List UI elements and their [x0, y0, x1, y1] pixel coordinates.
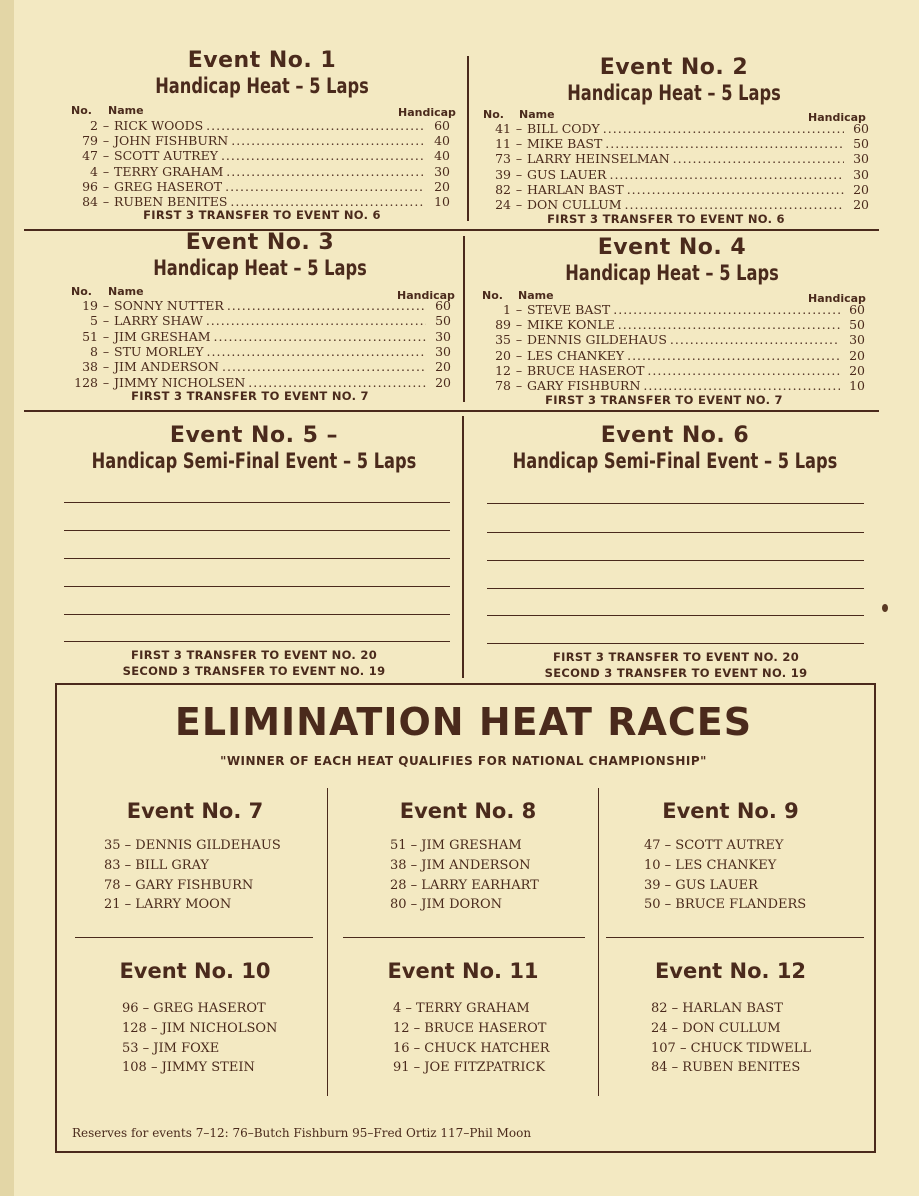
event-subtitle: Handicap Heat – 5 Laps: [155, 74, 369, 98]
entry-name: MIKE KONLE: [527, 317, 615, 333]
entry-number: 38: [82, 359, 98, 375]
entry-handicap: 20: [435, 359, 451, 375]
elim-entry: 24 – DON CULLUM: [651, 1020, 781, 1036]
blank-entry-line[interactable]: [487, 560, 864, 561]
elim-entry: 128 – JIM NICHOLSON: [122, 1020, 278, 1036]
entry-dash: –: [102, 374, 110, 390]
entry-handicap: 10: [434, 194, 450, 209]
entry-row: [68, 298, 451, 313]
entry-dash: –: [515, 181, 523, 197]
entry-name: STU MORLEY: [114, 343, 204, 359]
entry-name: LES CHANKEY: [527, 347, 625, 363]
entry-dash: –: [515, 347, 523, 363]
entry-number: 8: [90, 343, 98, 359]
entry-row: [68, 164, 450, 179]
elim-entry: 50 – BRUCE FLANDERS: [644, 897, 807, 913]
elim-entry: 53 – JIM FOXE: [122, 1040, 220, 1056]
leader-dots: [609, 167, 844, 182]
event-subtitle: Handicap Heat – 5 Laps: [153, 256, 367, 280]
event-3-transfer: FIRST 3 TRANSFER TO EVENT NO. 7: [131, 389, 369, 403]
leader-dots: [207, 344, 426, 359]
event-3-heading: [60, 230, 460, 280]
entry-number: 2: [90, 118, 98, 133]
leader-dots: [231, 133, 425, 148]
entry-number: 20: [495, 347, 511, 363]
event-5-transfer-first: FIRST 3 TRANSFER TO EVENT NO. 20: [130, 648, 378, 662]
elim-entry: 107 – CHUCK TIDWELL: [651, 1040, 811, 1056]
event-4-heading: [472, 235, 872, 285]
event-title: Event No. 1: [187, 48, 337, 73]
column-name: Name: [108, 285, 144, 298]
entry-dash: –: [515, 197, 523, 212]
entry-row: [68, 313, 451, 328]
elim-entry: 96 – GREG HASEROT: [122, 1001, 266, 1016]
event-title: Event No. 2: [599, 55, 749, 80]
leader-dots: [643, 378, 840, 393]
entry-name: HARLAN BAST: [527, 181, 624, 197]
entry-handicap: 30: [853, 166, 869, 182]
entry-handicap: 20: [434, 178, 450, 194]
entry-dash: –: [515, 121, 523, 136]
entry-name: RICK WOODS: [114, 118, 204, 133]
elim-entry: 35 – DENNIS GILDEHAUS: [104, 838, 281, 853]
entry-name: GARY FISHBURN: [527, 378, 641, 393]
leader-dots: [605, 136, 844, 151]
entry-name: RUBEN BENITES: [114, 194, 228, 209]
entry-dash: –: [515, 166, 523, 182]
entry-number: 128: [74, 374, 98, 390]
leader-dots: [673, 151, 844, 166]
entry-handicap: 60: [849, 302, 865, 317]
entry-dash: –: [102, 178, 110, 194]
entry-name: DENNIS GILDEHAUS: [527, 332, 667, 348]
entry-handicap: 30: [435, 328, 451, 344]
elim-divider-horizontal-a: [75, 937, 313, 938]
entry-number: 47: [82, 148, 98, 164]
column-name: Name: [519, 108, 555, 121]
event-title: Event No. 5 –: [169, 423, 339, 448]
entry-dash: –: [102, 313, 110, 329]
leader-dots: [227, 298, 426, 313]
entry-number: 78: [495, 378, 511, 393]
entry-handicap: 20: [853, 197, 869, 212]
entry-handicap: 20: [849, 347, 865, 363]
entry-name: SCOTT AUTREY: [114, 148, 218, 164]
leader-dots: [206, 313, 426, 328]
page-spine-shadow: [0, 0, 14, 1196]
leader-dots: [225, 179, 425, 194]
entry-handicap: 50: [853, 136, 869, 152]
entry-dash: –: [515, 317, 523, 333]
entry-number: 89: [495, 317, 511, 333]
leader-dots: [613, 302, 840, 317]
entry-name: MIKE BAST: [527, 136, 603, 152]
blank-entry-line[interactable]: [64, 641, 450, 642]
elim-divider-vertical-2: [598, 788, 599, 1096]
entry-handicap: 50: [849, 317, 865, 333]
event-1-transfer: FIRST 3 TRANSFER TO EVENT NO. 6: [143, 208, 381, 222]
entry-dash: –: [515, 151, 523, 167]
entry-row: [68, 118, 450, 133]
elim-event-title: Event No. 8: [399, 799, 537, 823]
entry-handicap: 60: [435, 298, 451, 313]
entry-row: [68, 359, 451, 374]
entry-handicap: 20: [853, 181, 869, 197]
event-6-heading: [475, 423, 875, 473]
event-1-heading: [62, 48, 462, 98]
elimination-title: ELIMINATION HEAT RACES: [174, 700, 753, 744]
entry-name: LARRY SHAW: [114, 313, 203, 329]
elim-entry: 28 – LARRY EARHART: [390, 877, 539, 893]
elim-entry: 84 – RUBEN BENITES: [651, 1060, 801, 1076]
entry-number: 24: [495, 197, 511, 212]
column-handicap: Handicap: [808, 111, 866, 124]
entry-row: [68, 133, 450, 148]
entry-handicap: 30: [434, 163, 450, 179]
entry-dash: –: [515, 302, 523, 317]
entry-row: [481, 197, 869, 212]
leader-dots: [214, 329, 426, 344]
entry-row: [481, 136, 869, 151]
leader-dots: [206, 118, 425, 133]
blank-entry-line[interactable]: [64, 530, 450, 531]
elim-event-title: Event No. 11: [387, 959, 539, 983]
column-no: No.: [71, 104, 92, 117]
divider-horizontal-2: [24, 410, 879, 412]
leader-dots: [248, 375, 426, 390]
entry-handicap: 60: [853, 121, 869, 136]
event-5-transfer-second: SECOND 3 TRANSFER TO EVENT NO. 19: [122, 664, 386, 678]
entry-row: [481, 378, 865, 393]
entry-row: [481, 151, 869, 166]
leader-dots: [222, 359, 426, 374]
entry-number: 12: [495, 362, 511, 378]
entry-number: 82: [495, 181, 511, 197]
elim-entry: 39 – GUS LAUER: [644, 877, 758, 893]
column-no: No.: [71, 285, 92, 298]
entry-row: [481, 121, 869, 136]
entry-number: 79: [82, 133, 98, 149]
event-6-transfer-second: SECOND 3 TRANSFER TO EVENT NO. 19: [544, 666, 808, 680]
event-4-transfer: FIRST 3 TRANSFER TO EVENT NO. 7: [545, 393, 783, 407]
entry-row: [68, 179, 450, 194]
leader-dots: [670, 332, 840, 347]
column-name: Name: [518, 289, 554, 302]
entry-name: JIM ANDERSON: [114, 359, 219, 375]
entry-dash: –: [102, 163, 110, 179]
entry-row: [68, 375, 451, 390]
blank-entry-line[interactable]: [64, 502, 450, 503]
blank-entry-line[interactable]: [64, 586, 450, 587]
entry-name: DON CULLUM: [527, 197, 622, 212]
blank-entry-line[interactable]: [64, 558, 450, 559]
elim-entry: 80 – JIM DORON: [390, 897, 502, 913]
blank-entry-line[interactable]: [64, 614, 450, 615]
entry-name: JOHN FISHBURN: [114, 133, 229, 149]
entry-row: [68, 148, 450, 163]
elim-divider-horizontal-b: [343, 937, 585, 938]
elim-entry: 83 – BILL GRAY: [104, 857, 210, 873]
entry-row: [68, 194, 450, 209]
elim-entry: 4 – TERRY GRAHAM: [393, 1001, 530, 1016]
entry-number: 11: [495, 136, 511, 152]
blank-entry-line[interactable]: [487, 503, 864, 504]
column-handicap: Handicap: [398, 106, 456, 119]
entry-number: 5: [90, 313, 98, 329]
event-5-heading: [54, 423, 454, 473]
entry-row: [481, 182, 869, 197]
entry-name: TERRY GRAHAM: [114, 163, 224, 179]
entry-row: [481, 167, 869, 182]
elim-event-title: Event No. 12: [654, 959, 807, 983]
leader-dots: [230, 194, 425, 209]
elim-event-title: Event No. 10: [119, 959, 271, 983]
entry-number: 1: [503, 302, 511, 317]
blank-entry-line[interactable]: [487, 643, 864, 644]
entry-number: 51: [82, 328, 98, 344]
entry-row: [68, 329, 451, 344]
entry-row: [481, 317, 865, 332]
entry-dash: –: [102, 298, 110, 313]
elim-entry: 38 – JIM ANDERSON: [390, 857, 531, 873]
entry-name: JIM GRESHAM: [114, 328, 211, 344]
leader-dots: [618, 317, 840, 332]
entry-dash: –: [515, 332, 523, 348]
elim-entry: 12 – BRUCE HASEROT: [393, 1020, 547, 1036]
elim-event-title: Event No. 7: [126, 799, 264, 823]
leader-dots: [226, 164, 425, 179]
column-no: No.: [483, 108, 504, 121]
elim-entry: 91 – JOE FITZPATRICK: [393, 1060, 546, 1076]
entry-row: [68, 344, 451, 359]
entry-handicap: 30: [849, 332, 865, 348]
entry-dash: –: [102, 194, 110, 209]
elim-entry: 108 – JIMMY STEIN: [122, 1060, 255, 1076]
elim-entry: 16 – CHUCK HATCHER: [393, 1040, 550, 1056]
entry-handicap: 20: [849, 362, 865, 378]
column-handicap: Handicap: [808, 292, 866, 305]
event-title: Event No. 4: [597, 235, 747, 260]
elimination-subtitle: "WINNER OF EACH HEAT QUALIFIES FOR NATIONAL CHAMPIONSHIP": [220, 754, 707, 768]
blank-entry-line[interactable]: [487, 615, 864, 616]
blank-entry-line[interactable]: [487, 588, 864, 589]
elim-divider-horizontal-c: [606, 937, 864, 938]
entry-name: GREG HASEROT: [114, 178, 223, 194]
event-2-transfer: FIRST 3 TRANSFER TO EVENT NO. 6: [547, 212, 785, 226]
entry-dash: –: [515, 362, 523, 378]
entry-handicap: 30: [435, 343, 451, 359]
column-handicap: Handicap: [397, 289, 455, 302]
blank-entry-line[interactable]: [487, 532, 864, 533]
entry-name: JIMMY NICHOLSEN: [114, 374, 246, 390]
entry-handicap: 60: [434, 118, 450, 133]
elim-entry: 10 – LES CHANKEY: [644, 857, 777, 873]
divider-vertical-mid: [463, 236, 465, 402]
entry-handicap: 50: [435, 313, 451, 329]
divider-vertical-bottom: [462, 416, 464, 678]
event-6-transfer-first: FIRST 3 TRANSFER TO EVENT NO. 20: [552, 650, 800, 664]
entry-number: 73: [495, 151, 511, 167]
entry-name: BILL CODY: [527, 121, 600, 136]
entry-handicap: 10: [849, 378, 865, 393]
entry-handicap: 40: [434, 148, 450, 164]
ink-smudge: [882, 604, 888, 612]
reserves-line: Reserves for events 7–12: 76–Butch Fishburn 95–Fred Ortiz 117–Phil Moon: [72, 1126, 532, 1140]
elim-divider-vertical-1: [327, 788, 328, 1096]
entry-dash: –: [102, 328, 110, 344]
entry-number: 35: [495, 332, 511, 348]
event-subtitle: Handicap Heat – 5 Laps: [565, 261, 779, 285]
entry-number: 96: [82, 178, 98, 194]
elim-event-title: Event No. 9: [662, 799, 799, 823]
event-subtitle: Handicap Semi-Final Event – 5 Laps: [512, 449, 838, 473]
entry-number: 84: [82, 194, 98, 209]
entry-dash: –: [102, 133, 110, 149]
entry-handicap: 30: [853, 151, 869, 167]
column-name: Name: [108, 104, 144, 117]
entry-dash: –: [515, 378, 523, 393]
elim-entry: 82 – HARLAN BAST: [651, 1001, 783, 1016]
elim-entry: 21 – LARRY MOON: [104, 897, 232, 913]
entry-dash: –: [515, 136, 523, 152]
event-subtitle: Handicap Heat – 5 Laps: [567, 81, 781, 105]
entry-dash: –: [102, 343, 110, 359]
leader-dots: [627, 348, 840, 363]
entry-handicap: 20: [435, 374, 451, 390]
entry-dash: –: [102, 118, 110, 133]
leader-dots: [647, 363, 840, 378]
entry-name: SONNY NUTTER: [114, 298, 224, 313]
entry-number: 41: [495, 121, 511, 136]
entry-row: [481, 332, 865, 347]
column-no: No.: [482, 289, 503, 302]
elim-entry: 51 – JIM GRESHAM: [390, 838, 522, 853]
elim-entry: 78 – GARY FISHBURN: [104, 877, 254, 893]
entry-row: [481, 363, 865, 378]
event-2-heading: [474, 55, 874, 105]
entry-handicap: 40: [434, 133, 450, 149]
event-title: Event No. 6: [600, 423, 750, 448]
entry-name: LARRY HEINSELMAN: [527, 151, 670, 167]
entry-row: [481, 302, 865, 317]
entry-name: STEVE BAST: [527, 302, 611, 317]
entry-number: 19: [82, 298, 98, 313]
entry-row: [481, 348, 865, 363]
entry-name: GUS LAUER: [527, 166, 607, 182]
leader-dots: [627, 182, 844, 197]
leader-dots: [221, 148, 425, 163]
entry-number: 4: [90, 163, 98, 179]
entry-dash: –: [102, 148, 110, 164]
entry-number: 39: [495, 166, 511, 182]
entry-name: BRUCE HASEROT: [527, 362, 645, 378]
event-title: Event No. 3: [185, 230, 335, 255]
leader-dots: [625, 197, 844, 212]
entry-dash: –: [102, 359, 110, 375]
elim-entry: 47 – SCOTT AUTREY: [644, 838, 784, 853]
event-subtitle: Handicap Semi-Final Event – 5 Laps: [91, 449, 417, 473]
leader-dots: [603, 121, 844, 136]
divider-vertical-top: [467, 56, 469, 221]
